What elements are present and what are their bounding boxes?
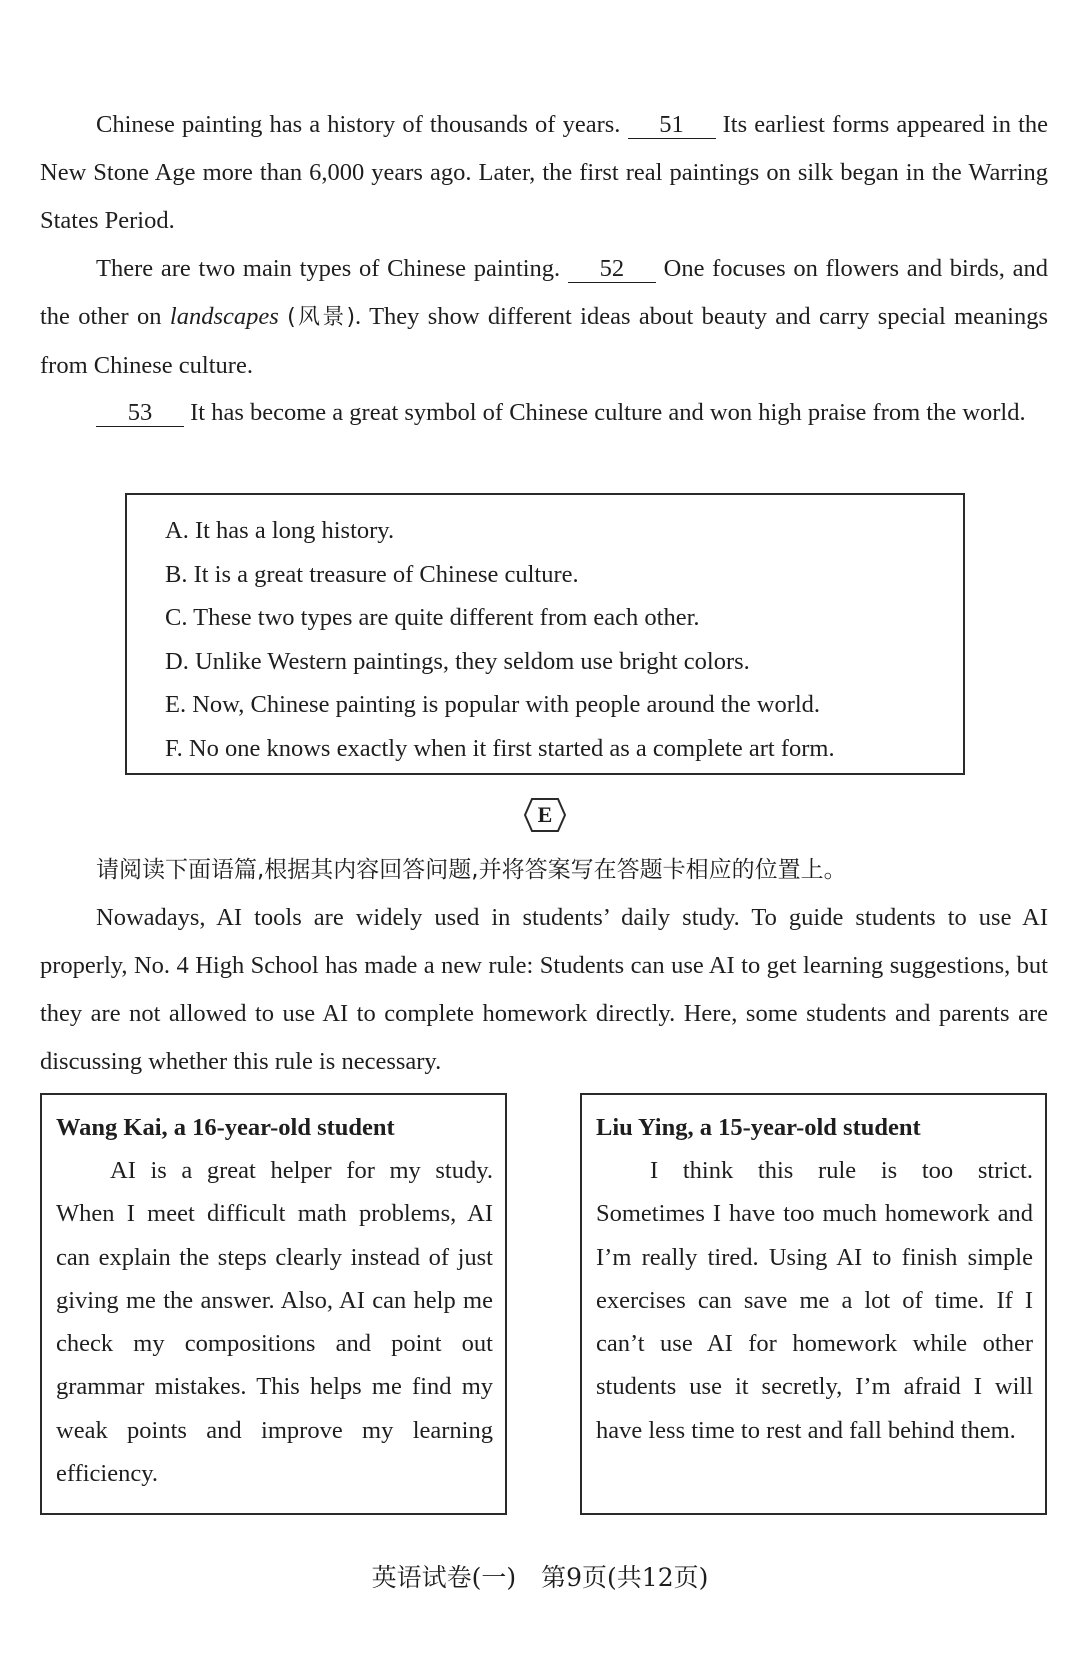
section-e-intro: Nowadays, AI tools are widely used in students’ daily study. To guide students to use AI properly, No. 4 High School has made a new rule: Students can use AI to get learning suggestions, but they are not allowed to use AI to complete homework directly. Here, some students and parents are discussing whether this rule is necessary. xyxy=(40,904,1048,1075)
paragraph-text: One focuses on flowers and birds, and the other on xyxy=(40,255,1049,330)
section-e-label: E xyxy=(537,802,553,827)
opinion-card-liu-ying xyxy=(580,1093,1047,1515)
instruction: 请阅读下面语篇,根据其内容回答问题,并将答案写在答题卡相应的位置上。 xyxy=(96,857,847,883)
paragraph-2 xyxy=(40,245,1048,390)
card-title: Liu Ying, a 15-year-old student xyxy=(596,1114,921,1141)
option-a: A. It has a long history. xyxy=(165,517,395,544)
card-text: I think this rule is too strict. Sometimes I have too much homework and I’m really tired. Using AI to finish simple exercises can save me a lot of time. If I can’t use AI for homework while other students use it secretly, I’m afraid I will have less time to rest and fall behind them. xyxy=(596,1157,1033,1444)
blank-52[interactable]: 52 xyxy=(568,256,656,283)
italic-term: landscapes xyxy=(169,303,279,330)
chinese-gloss: (风景) xyxy=(287,305,356,330)
opinion-card-wang-kai xyxy=(40,1093,507,1515)
paragraph-3 xyxy=(40,389,1048,437)
options-box xyxy=(125,493,965,775)
paragraph-text: There are two main types of Chinese painting. xyxy=(96,255,561,282)
paragraph-text: Its earliest forms appeared in the New Stone Age more than 6,000 years ago. Later, the first real paintings on silk began in the Warring States Period. xyxy=(40,111,1049,234)
paragraph-text: . They show different ideas about beauty and carry special meanings from Chinese culture. xyxy=(40,303,1049,379)
option-e: E. Now, Chinese painting is popular with people around the world. xyxy=(165,691,821,718)
blank-53[interactable]: 53 xyxy=(96,400,184,427)
option-c: C. These two types are quite different from each other. xyxy=(165,604,700,631)
paragraph-1 xyxy=(40,101,1048,245)
blank-51[interactable]: 51 xyxy=(628,112,716,139)
paragraph-text: It has become a great symbol of Chinese culture and won high praise from the world. xyxy=(190,399,1026,426)
option-d: D. Unlike Western paintings, they seldom use bright colors. xyxy=(165,647,750,675)
section-e-badge xyxy=(523,797,567,833)
paragraph-text: Chinese painting has a history of thousands of years. xyxy=(96,111,621,138)
card-text: AI is a great helper for my study. When I meet difficult math problems, AI can explain the steps clearly instead of just giving me the answer. Also, AI can help me check my compositions and point out grammar mistakes. This helps me find my weak points and improve my learning efficiency. xyxy=(56,1157,493,1488)
option-f: F. No one knows exactly when it first started as a complete art form. xyxy=(165,734,835,762)
option-b: B. It is a great treasure of Chinese culture. xyxy=(165,560,579,588)
page-footer: 英语试卷(一) 第9页(共12页) xyxy=(371,1563,709,1592)
card-title: Wang Kai, a 16-year-old student xyxy=(56,1114,395,1141)
